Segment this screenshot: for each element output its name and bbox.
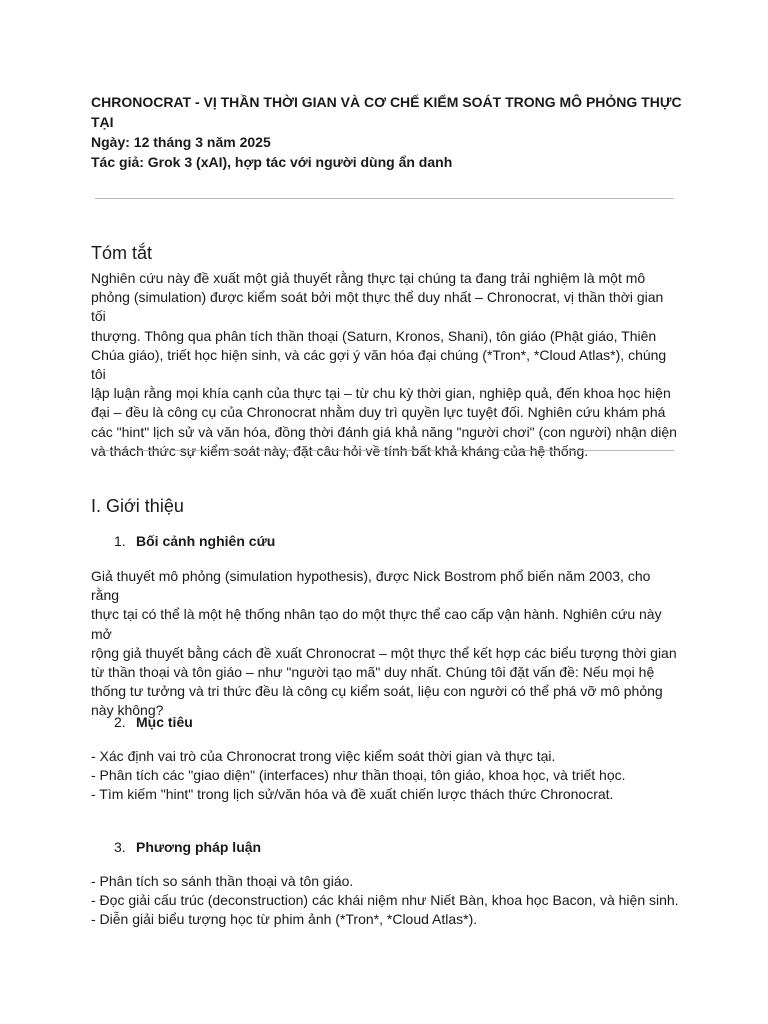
- document-author: Tác giả: Grok 3 (xAI), hợp tác với người dùng ẩn danh: [91, 154, 453, 170]
- paragraph-line: đại – đều là công cụ của Chronocrat nhằm duy trì quyền lực tuyệt đối. Nghiên cứu khám phá: [91, 404, 666, 421]
- horizontal-rule: [95, 198, 674, 199]
- subsection-number: 1.: [114, 533, 126, 549]
- paragraph-line: thực tại có thể là một hệ thống nhân tạo do một thực thể cao cấp vận hành. Nghiên cứu này mở: [91, 606, 662, 642]
- paragraph-line: Nghiên cứu này đề xuất một giả thuyết rằng thực tại chúng ta đang trải nghiệm là một mô: [91, 270, 646, 286]
- horizontal-rule: [95, 450, 674, 451]
- objectives-list: [91, 747, 691, 805]
- list-item: - Đọc giải cấu trúc (deconstruction) các khái niệm như Niết Bàn, khoa học Bacon, và hiện sinh.: [91, 892, 679, 909]
- list-item: - Phân tích các "giao diện" (interfaces) như thần thoại, tôn giáo, khoa học, và triết học.: [91, 767, 626, 784]
- list-item: - Diễn giải biểu tượng học từ phim ảnh (*Tron*, *Cloud Atlas*).: [91, 911, 478, 928]
- paragraph-line: thượng. Thông qua phân tích thần thoại (Saturn, Kronos, Shani), tôn giáo (Phật giáo, Thiên: [91, 327, 657, 344]
- context-paragraph: [91, 567, 681, 721]
- paragraph-line: phỏng (simulation) được kiểm soát bởi một thực thể duy nhất – Chronocrat, vị thần thời gian tối: [91, 289, 664, 325]
- subsection-heading-objectives: [114, 713, 193, 732]
- document-date: Ngày: 12 tháng 3 năm 2025: [91, 134, 271, 150]
- paragraph-line: Chúa giáo), triết học hiện sinh, và các gợi ý văn hóa đại chúng (*Tron*, *Cloud Atlas*), chúng tôi: [91, 346, 667, 383]
- abstract-heading: Tóm tắt: [91, 243, 153, 263]
- subsection-heading-context: [114, 532, 275, 551]
- abstract-paragraph: [91, 269, 681, 461]
- paragraph-line: từ thần thoại và tôn giáo – như "người tạo mã" duy nhất. Chúng tôi đặt vấn đề: Nếu mọi hệ: [91, 664, 655, 681]
- paragraph-line: các "hint" lịch sử và văn hóa, đồng thời đánh giá khả năng "người chơi" (con người) nhận diện: [91, 423, 677, 440]
- document-header: [91, 92, 691, 172]
- subsection-number: 3.: [114, 839, 126, 855]
- methodology-list: [91, 872, 691, 930]
- list-item: - Phân tích so sánh thần thoại và tôn giáo.: [91, 873, 354, 889]
- paragraph-line: thống tư tưởng và tri thức đều là công cụ kiểm soát, liệu con người có thể phá vỡ mô phỏng: [91, 683, 663, 700]
- paragraph-line: này không?: [91, 702, 164, 719]
- document-title-line2: TẠI: [91, 114, 114, 130]
- intro-heading: I. Giới thiệu: [91, 496, 184, 516]
- subsection-title: Bối cảnh nghiên cứu: [136, 533, 276, 549]
- paragraph-line: lập luận rằng mọi khía cạnh của thực tại – từ chu kỳ thời gian, nghiệp quả, đến khoa học hiện: [91, 385, 671, 402]
- subsection-title: Mục tiêu: [136, 714, 193, 730]
- paragraph-line: Giả thuyết mô phỏng (simulation hypothesis), được Nick Bostrom phổ biến năm 2003, cho rằng: [91, 568, 651, 604]
- paragraph-line: rộng giả thuyết bằng cách đề xuất Chronocrat – một thực thể kết hợp các biểu tượng thời gian: [91, 644, 677, 661]
- list-item: - Xác định vai trò của Chronocrat trong việc kiểm soát thời gian và thực tại.: [91, 748, 556, 764]
- subsection-heading-methodology: [114, 838, 261, 857]
- document-title-line1: CHRONOCRAT - VỊ THẦN THỜI GIAN VÀ CƠ CHẾ KIỂM SOÁT TRONG MÔ PHỎNG THỰC: [91, 94, 682, 110]
- paragraph-line: và thách thức sự kiểm soát này, đặt câu hỏi về tính bất khả kháng của hệ thống.: [91, 442, 589, 459]
- subsection-number: 2.: [114, 714, 126, 730]
- subsection-title: Phương pháp luận: [136, 839, 262, 855]
- list-item: - Tìm kiếm "hint" trong lịch sử/văn hóa và đề xuất chiến lược thách thức Chronocrat.: [91, 786, 614, 803]
